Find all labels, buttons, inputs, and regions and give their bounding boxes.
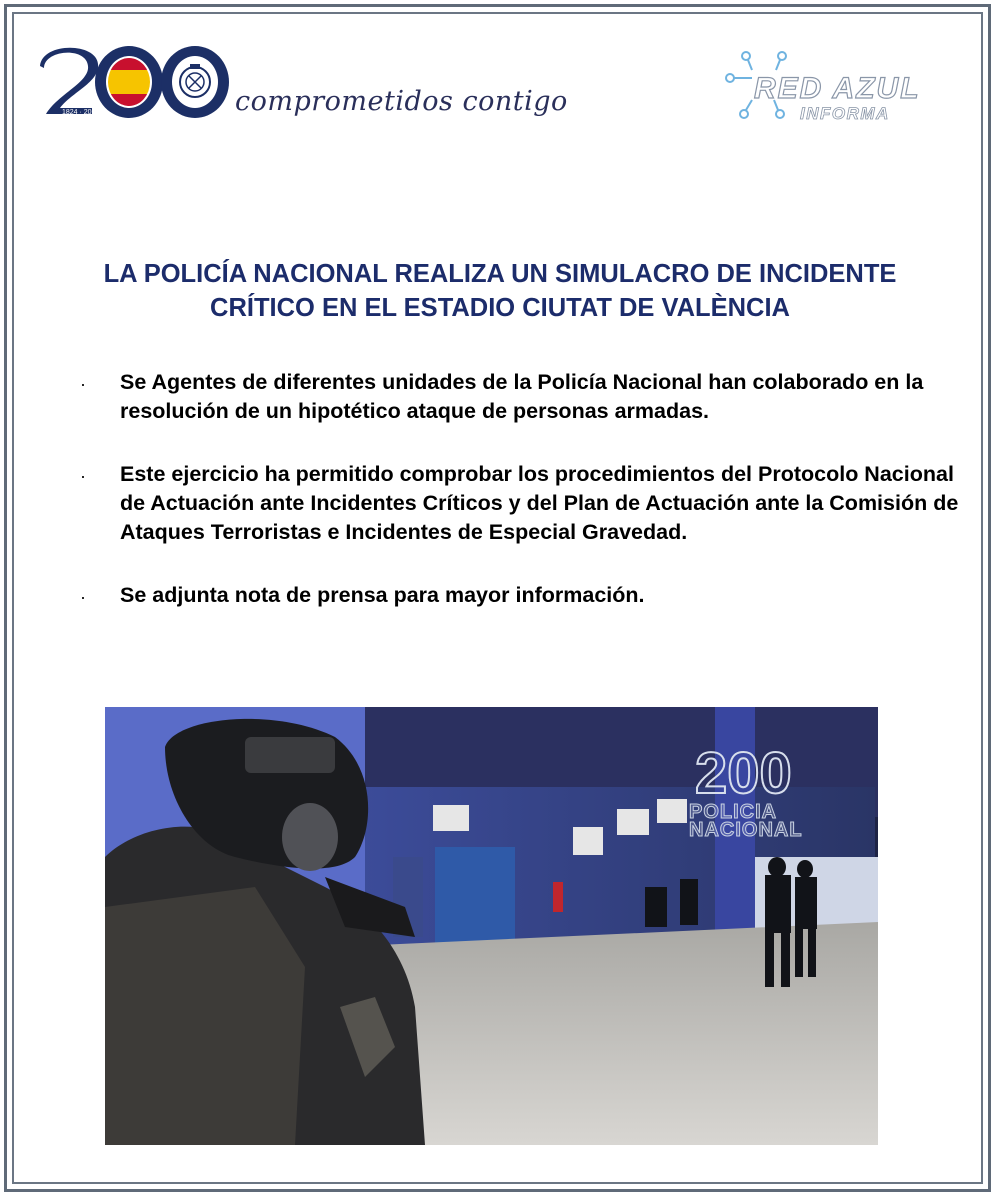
red-azul-subtitle: INFORMA [800, 104, 890, 123]
headline [40, 257, 960, 325]
watermark-line-2: NACIONAL [689, 819, 803, 841]
tagline: comprometidos contigo [235, 86, 568, 117]
photo-watermark-text [689, 803, 803, 839]
headline-line-1: LA POLICÍA NACIONAL REALIZA UN SIMULACRO DE INCIDENTE [103, 260, 897, 288]
anniversary-years: 1824 · 2024 [62, 109, 100, 116]
bullet-list [80, 368, 960, 644]
bullet-text: Se adjunta nota de prensa para mayor información. [120, 583, 645, 607]
watermark-line-1: POLICIA [689, 801, 778, 823]
bullet-marker: · [80, 374, 86, 394]
headline-line-2: CRÍTICO EN EL ESTADIO CIUTAT DE VALÈNCIA [210, 294, 790, 322]
red-azul-title: RED AZUL [754, 72, 921, 105]
bullet-item [80, 460, 960, 547]
press-photo [105, 707, 878, 1145]
bullet-item [80, 581, 960, 610]
bullet-text: Este ejercicio ha permitido comprobar los procedimientos del Protocolo Nacional de Actuación ante Incidentes Críticos y del Plan de Actuación ante la Comisión de Ataques Terroristas e Incidentes de Especial Gravedad. [120, 462, 959, 544]
bullet-text: Se Agentes de diferentes unidades de la Policía Nacional han colaborado en la resolución de un hipotético ataque de personas armadas. [120, 370, 924, 423]
watermark-number: 200 [695, 745, 792, 801]
bullet-marker: · [80, 587, 86, 607]
bullet-marker: · [80, 466, 86, 486]
anniversary-200-logo [38, 42, 238, 122]
photo-watermark-logo [695, 745, 835, 801]
bullet-item [80, 368, 960, 426]
